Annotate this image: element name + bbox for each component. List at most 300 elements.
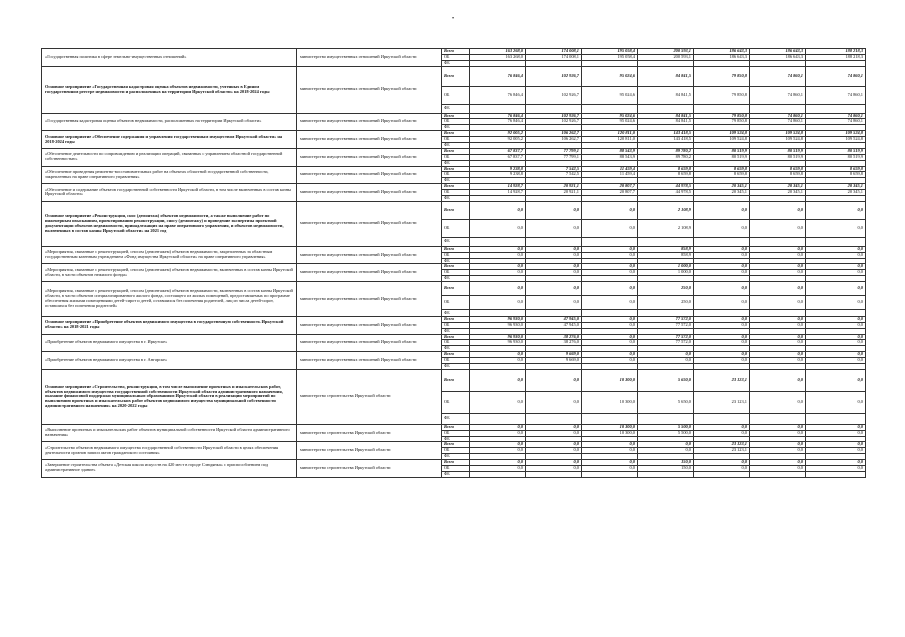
amount-total: 0,0	[470, 459, 526, 465]
amount-total: 0,0	[750, 459, 806, 465]
amount-ob: 38 276,0	[526, 340, 582, 346]
responsible-executor: министерство имущественных отношений Иркутской области	[297, 334, 442, 352]
amount-total: 0,0	[806, 459, 866, 465]
amount-ob: 0,0	[750, 340, 806, 346]
amount-ob: 0,0	[526, 270, 582, 276]
amount-ob: 10 300,0	[582, 430, 638, 436]
amount-ob: 0,0	[526, 430, 582, 436]
amount-total: 14 928,7	[470, 184, 526, 190]
amount-total: 47 945,0	[526, 316, 582, 322]
amount-total: 0,0	[806, 316, 866, 322]
amount-total: 0,0	[750, 369, 806, 391]
amount-ob: 0,0	[694, 270, 750, 276]
amount-total: 0,0	[750, 334, 806, 340]
amount-ob: 0,0	[750, 270, 806, 276]
amount-ob: 109 524,8	[806, 137, 866, 143]
amount-ob: 0,0	[526, 391, 582, 413]
amount-ob: 2 108,9	[638, 219, 694, 237]
amount-total: 0,0	[750, 424, 806, 430]
funding-source-label: Всего	[442, 246, 470, 252]
amount-total: 0,0	[582, 334, 638, 340]
amount-total: 84 841,5	[638, 66, 694, 86]
amount-ob: 77 799,1	[526, 154, 582, 160]
funding-source-label: ФБ	[442, 471, 470, 477]
amount-ob: 74 860,1	[806, 86, 866, 104]
funding-source-label: ФБ	[442, 436, 470, 442]
amount-ob: 74 860,1	[750, 86, 806, 104]
amount-total: 0,0	[750, 281, 806, 295]
amount-total: 0,0	[750, 201, 806, 219]
amount-ob: 143 418,5	[638, 137, 694, 143]
amount-ob: 89 780,2	[638, 154, 694, 160]
amount-ob: 0,0	[582, 270, 638, 276]
activity-name: Основное мероприятие «Обеспечение содержания и управления государственным имуществом Иркутской области» на 2018-2024 годы	[42, 131, 297, 149]
amount-total: 200 593,1	[638, 49, 694, 55]
amount-ob: 10 300,0	[582, 391, 638, 413]
amount-ob: 77 572,0	[638, 322, 694, 328]
amount-ob: 79 850,8	[694, 86, 750, 104]
responsible-executor: министерство имущественных отношений Иркутской области	[297, 131, 442, 149]
amount-fb	[526, 309, 582, 316]
amount-ob: 120 811,0	[582, 137, 638, 143]
funding-source-label: ОБ	[442, 54, 470, 60]
amount-total: 0,0	[470, 246, 526, 252]
amount-total: 76 846,4	[470, 113, 526, 119]
amount-fb	[638, 104, 694, 113]
budget-row-vsego	[42, 369, 866, 391]
amount-total: 67 837,7	[470, 148, 526, 154]
amount-fb	[582, 104, 638, 113]
amount-total: 0,0	[582, 281, 638, 295]
amount-fb	[582, 471, 638, 477]
amount-ob: 0,0	[470, 219, 526, 237]
responsible-executor: министерство имущественных отношений Иркутской области	[297, 352, 442, 370]
amount-total: 186 643,3	[694, 49, 750, 55]
amount-total: 10 300,0	[582, 424, 638, 430]
funding-source-label: Всего	[442, 166, 470, 172]
amount-total: 79 850,8	[694, 113, 750, 119]
funding-source-label: Всего	[442, 184, 470, 190]
amount-ob: 8 659,8	[806, 172, 866, 178]
funding-source-label: ОБ	[442, 137, 470, 143]
amount-ob: 0,0	[694, 252, 750, 258]
funding-source-label: ФБ	[442, 258, 470, 264]
amount-ob: 0,0	[750, 295, 806, 309]
amount-fb	[694, 413, 750, 424]
amount-total: 0,0	[638, 442, 694, 448]
activity-name: «Мероприятия, связанные с реконструкцией, сносом (демонтажем) объектов недвижимости, включенных в состав казны Иркутской области, в части объектов специализированного жилого фонда, состоящего из жилых помещений, предоставляемых по программе обеспечения жилыми помещениями детей-сирот и детей, оставшихся без попечения родителей, лиц из числа детей-сирот, оставшихся без попечения родителей»	[42, 281, 297, 316]
amount-ob: 20 345,1	[806, 189, 866, 195]
amount-ob: 0,0	[582, 322, 638, 328]
activity-name: «Государственная кадастровая оценка объектов недвижимости, расположенных на территории Иркутской области»	[42, 113, 297, 131]
amount-fb	[582, 413, 638, 424]
budget-row-vsego	[42, 442, 866, 448]
funding-source-label: ФБ	[442, 60, 470, 66]
amount-ob: 74 860,1	[750, 119, 806, 125]
amount-fb	[638, 471, 694, 477]
amount-ob: 0,0	[806, 252, 866, 258]
funding-source-label: ОБ	[442, 219, 470, 237]
funding-source-label: ОБ	[442, 357, 470, 363]
amount-ob: 0,0	[582, 219, 638, 237]
amount-total: 174 008,1	[526, 49, 582, 55]
amount-total: 0,0	[526, 281, 582, 295]
funding-source-label: ФБ	[442, 125, 470, 131]
amount-ob: 76 846,4	[470, 86, 526, 104]
funding-source-label: Всего	[442, 334, 470, 340]
amount-total: 0,0	[694, 316, 750, 322]
amount-total: 5 650,0	[638, 369, 694, 391]
amount-fb	[470, 471, 526, 477]
budget-row-vsego	[42, 459, 866, 465]
amount-total: 9 238,8	[470, 166, 526, 172]
funding-source-label: Всего	[442, 49, 470, 55]
activity-name: «Строительство объектов недвижимого имущества государственной собственности Иркутской области в целях обеспечения деятельности органов записи актов гражданского состояния»	[42, 442, 297, 460]
amount-ob: 0,0	[526, 252, 582, 258]
amount-ob: 0,0	[694, 465, 750, 471]
amount-ob: 0,0	[526, 448, 582, 454]
funding-source-label: ОБ	[442, 465, 470, 471]
amount-total: 84 841,5	[638, 113, 694, 119]
amount-ob: 0,0	[750, 252, 806, 258]
funding-source-label: ФБ	[442, 237, 470, 246]
amount-ob: 109 524,8	[750, 137, 806, 143]
activity-name: «Мероприятия, связанные с реконструкцией, сносом (демонтажем) объектов недвижимости, включенных в состав казны Иркутской области, в части объектов нежилого фонда»	[42, 264, 297, 282]
funding-source-label: ОБ	[442, 448, 470, 454]
funding-source-label: ФБ	[442, 276, 470, 282]
activity-name: Основное мероприятие «Приобретение объектов недвижимого имущества в государственную собственность Иркутской области» на 2018-2021 годы	[42, 316, 297, 334]
amount-ob: 44 978,5	[638, 189, 694, 195]
amount-ob: 0,0	[470, 430, 526, 436]
amount-total: 0,0	[470, 352, 526, 358]
amount-total: 0,0	[526, 201, 582, 219]
budget-row-vsego	[42, 184, 866, 190]
amount-total: 0,0	[582, 352, 638, 358]
amount-total: 143 418,5	[638, 131, 694, 137]
amount-ob: 150,0	[638, 465, 694, 471]
responsible-executor: министерство имущественных отношений Иркутской области	[297, 281, 442, 316]
amount-fb	[806, 413, 866, 424]
amount-ob: 0,0	[694, 219, 750, 237]
activity-name: Основное мероприятие «Строительство, реконструкция, в том числе выполнение проектных и изыскательских работ, объектов недвижимого имущества государственной собственности Иркутской области административного назначения, оказание финансовой поддержки муниципальным образованиям Иркутской области в реализации мероприятий по выполнению проектных и изыскательских работ объектов недвижимого имущества муниципальной собственности административного назначения» на 2020-2022 годы	[42, 369, 297, 424]
amount-ob: 0,0	[694, 295, 750, 309]
amount-fb	[694, 471, 750, 477]
amount-ob: 14 928,7	[470, 189, 526, 195]
activity-name: «Выполнение проектных и изыскательских работ объектов муниципальной собственности Иркутской области административного назначения»	[42, 424, 297, 442]
amount-total: 0,0	[694, 334, 750, 340]
funding-source-label: ОБ	[442, 391, 470, 413]
funding-source-label: Всего	[442, 66, 470, 86]
budget-row-vsego	[42, 201, 866, 219]
amount-fb	[750, 471, 806, 477]
amount-total: 20 807,7	[582, 184, 638, 190]
amount-ob: 0,0	[694, 357, 750, 363]
amount-total: 74 860,1	[750, 66, 806, 86]
amount-ob: 8 659,8	[638, 172, 694, 178]
amount-total: 0,0	[806, 246, 866, 252]
funding-source-label: Всего	[442, 148, 470, 154]
amount-total: 109 524,8	[750, 131, 806, 137]
amount-total: 0,0	[694, 459, 750, 465]
budget-row-vsego	[42, 131, 866, 137]
amount-fb	[638, 309, 694, 316]
funding-source-label: ФБ	[442, 143, 470, 149]
amount-fb	[694, 309, 750, 316]
amount-fb	[750, 309, 806, 316]
amount-ob: 84 841,5	[638, 86, 694, 104]
amount-ob: 0,0	[750, 219, 806, 237]
amount-total: 858,9	[638, 246, 694, 252]
amount-fb	[806, 309, 866, 316]
amount-ob: 0,0	[694, 340, 750, 346]
budget-row-vsego	[42, 424, 866, 430]
amount-ob: 0,0	[750, 391, 806, 413]
funding-source-label: ОБ	[442, 189, 470, 195]
amount-total: 0,0	[526, 369, 582, 391]
responsible-executor: министерство имущественных отношений Иркутской области	[297, 201, 442, 246]
budget-row-vsego	[42, 246, 866, 252]
responsible-executor: министерство имущественных отношений Иркутской области	[297, 49, 442, 67]
amount-total: 38 276,0	[526, 334, 582, 340]
amount-total: 0,0	[470, 201, 526, 219]
amount-ob: 23 123,1	[694, 448, 750, 454]
activity-name: «Государственная политика в сфере земельно-имущественных отношений»	[42, 49, 297, 67]
amount-ob: 5 650,0	[638, 391, 694, 413]
budget-table-body	[42, 49, 866, 478]
amount-ob: 0,0	[470, 391, 526, 413]
amount-ob: 0,0	[470, 357, 526, 363]
amount-total: 0,0	[582, 264, 638, 270]
amount-ob: 0,0	[694, 322, 750, 328]
amount-total: 0,0	[526, 459, 582, 465]
amount-total: 95 024,6	[582, 113, 638, 119]
amount-total: 0,0	[582, 442, 638, 448]
funding-source-label: Всего	[442, 459, 470, 465]
amount-ob: 7 542,5	[526, 172, 582, 178]
amount-total: 102 926,7	[526, 113, 582, 119]
activity-name: «Обеспечение и содержание объектов государственной собственности Иркутской области, в том числе включенных в состав казны Иркутской области»	[42, 184, 297, 202]
amount-ob: 174 008,1	[526, 54, 582, 60]
funding-source-label: ОБ	[442, 86, 470, 104]
amount-total: 0,0	[806, 442, 866, 448]
amount-total: 0,0	[470, 369, 526, 391]
amount-total: 77 572,0	[638, 316, 694, 322]
amount-ob: 67 837,7	[470, 154, 526, 160]
budget-row-vsego	[42, 334, 866, 340]
amount-total: 0,0	[526, 424, 582, 430]
amount-ob: 80 519,9	[806, 154, 866, 160]
amount-fb	[470, 413, 526, 424]
funding-source-label: ФБ	[442, 309, 470, 316]
amount-fb	[470, 104, 526, 113]
amount-total: 1 000,0	[638, 264, 694, 270]
amount-total: 106 262,7	[526, 131, 582, 137]
activity-name: «Приобретение объектов недвижимого имущества в г. Иркутске»	[42, 334, 297, 352]
amount-ob: 0,0	[526, 219, 582, 237]
funding-source-label: Всего	[442, 316, 470, 322]
funding-source-label: ОБ	[442, 172, 470, 178]
funding-source-label: ФБ	[442, 413, 470, 424]
funding-source-label: Всего	[442, 424, 470, 430]
amount-ob: 96 930,0	[470, 340, 526, 346]
amount-total: 23 123,1	[694, 442, 750, 448]
amount-total: 0,0	[806, 424, 866, 430]
amount-ob: 106 262,7	[526, 137, 582, 143]
amount-ob: 0,0	[806, 270, 866, 276]
amount-total: 0,0	[750, 316, 806, 322]
amount-ob: 96 930,0	[470, 322, 526, 328]
amount-total: 95 024,6	[582, 66, 638, 86]
amount-total: 0,0	[470, 424, 526, 430]
funding-source-label: ФБ	[442, 454, 470, 460]
amount-ob: 47 945,0	[526, 322, 582, 328]
funding-source-label: ФБ	[442, 195, 470, 201]
amount-total: 0,0	[806, 352, 866, 358]
amount-fb	[526, 471, 582, 477]
amount-total: 8 659,8	[806, 166, 866, 172]
funding-source-label: Всего	[442, 113, 470, 119]
amount-total: 77 572,0	[638, 334, 694, 340]
amount-total: 92 005,2	[470, 131, 526, 137]
amount-total: 74 860,1	[806, 113, 866, 119]
page-mark: •	[452, 16, 455, 22]
amount-ob: 8 659,8	[750, 172, 806, 178]
amount-total: 8 659,8	[638, 166, 694, 172]
amount-ob: 0,0	[806, 430, 866, 436]
amount-ob: 0,0	[806, 219, 866, 237]
amount-ob: 95 024,6	[582, 86, 638, 104]
amount-total: 0,0	[582, 246, 638, 252]
amount-fb	[526, 413, 582, 424]
amount-total: 20 345,1	[694, 184, 750, 190]
responsible-executor: министерство имущественных отношений Иркутской области	[297, 316, 442, 334]
amount-ob: 0,0	[470, 448, 526, 454]
amount-ob: 84 841,5	[638, 119, 694, 125]
amount-fb	[750, 104, 806, 113]
amount-ob: 0,0	[470, 252, 526, 258]
amount-fb	[750, 413, 806, 424]
amount-ob: 92 005,2	[470, 137, 526, 143]
amount-ob: 0,0	[806, 465, 866, 471]
amount-ob: 0,0	[470, 465, 526, 471]
amount-total: 0,0	[694, 201, 750, 219]
amount-ob: 8 659,8	[694, 172, 750, 178]
amount-fb	[638, 413, 694, 424]
amount-total: 0,0	[582, 316, 638, 322]
amount-ob: 74 860,1	[806, 119, 866, 125]
amount-ob: 0,0	[806, 357, 866, 363]
amount-total: 80 519,9	[806, 148, 866, 154]
amount-ob: 188 218,3	[806, 54, 866, 60]
amount-total: 23 123,1	[694, 369, 750, 391]
budget-table	[41, 48, 866, 478]
amount-fb	[806, 471, 866, 477]
amount-total: 109 524,8	[694, 131, 750, 137]
amount-total: 89 780,2	[638, 148, 694, 154]
funding-source-label: Всего	[442, 201, 470, 219]
amount-total: 163 268,0	[470, 49, 526, 55]
amount-fb	[806, 104, 866, 113]
amount-total: 2 108,9	[638, 201, 694, 219]
funding-source-label: Всего	[442, 352, 470, 358]
amount-total: 96 930,0	[470, 334, 526, 340]
funding-source-label: Всего	[442, 281, 470, 295]
responsible-executor: министерство строительства Иркутской области	[297, 424, 442, 442]
amount-ob: 0,0	[526, 465, 582, 471]
activity-name: «Обеспечение проведения ремонтно-восстановительных работ на объектах областной государственной собственности, закрепленных на праве оперативного управления»	[42, 166, 297, 184]
amount-total: 0,0	[806, 281, 866, 295]
amount-ob: 163 268,0	[470, 54, 526, 60]
amount-ob: 0,0	[470, 270, 526, 276]
funding-source-label: ФБ	[442, 363, 470, 369]
amount-ob: 200 593,1	[638, 54, 694, 60]
amount-total: 0,0	[470, 264, 526, 270]
amount-ob: 77 572,0	[638, 340, 694, 346]
funding-source-label: Всего	[442, 369, 470, 391]
amount-fb	[694, 237, 750, 246]
amount-ob: 0,0	[806, 322, 866, 328]
amount-ob: 0,0	[806, 391, 866, 413]
funding-source-label: Всего	[442, 442, 470, 448]
amount-ob: 195 058,4	[582, 54, 638, 60]
amount-total: 0,0	[750, 352, 806, 358]
amount-ob: 76 846,4	[470, 119, 526, 125]
amount-ob: 95 024,6	[582, 119, 638, 125]
budget-row-vsego	[42, 66, 866, 86]
amount-total: 44 978,5	[638, 184, 694, 190]
amount-total: 109 524,8	[806, 131, 866, 137]
amount-ob: 1 000,0	[638, 270, 694, 276]
amount-fb	[470, 237, 526, 246]
amount-total: 74 860,1	[806, 66, 866, 86]
responsible-executor: министерство имущественных отношений Иркутской области	[297, 246, 442, 264]
budget-row-vsego	[42, 113, 866, 119]
funding-source-label: ОБ	[442, 340, 470, 346]
amount-total: 0,0	[694, 264, 750, 270]
amount-fb	[638, 237, 694, 246]
amount-total: 0,0	[694, 246, 750, 252]
amount-total: 77 799,1	[526, 148, 582, 154]
amount-total: 0,0	[526, 442, 582, 448]
amount-ob: 9 238,8	[470, 172, 526, 178]
amount-total: 79 850,8	[694, 66, 750, 86]
amount-ob: 0,0	[582, 340, 638, 346]
amount-total: 8 659,8	[750, 166, 806, 172]
amount-ob: 11 459,4	[582, 172, 638, 178]
amount-fb	[582, 237, 638, 246]
amount-ob: 9 669,0	[526, 357, 582, 363]
amount-total: 0,0	[806, 369, 866, 391]
funding-source-label: ОБ	[442, 295, 470, 309]
responsible-executor: министерство строительства Иркутской области	[297, 442, 442, 460]
amount-total: 80 519,9	[694, 148, 750, 154]
activity-name: Основное мероприятие «Государственная кадастровая оценка объектов недвижимости, учтенных в Едином государственном реестре недвижимости и расположенных на территории Иркутской области» на 2018-2024 годы	[42, 66, 297, 113]
amount-ob: 0,0	[638, 357, 694, 363]
amount-ob: 5 500,0	[638, 430, 694, 436]
amount-ob: 186 643,3	[750, 54, 806, 60]
responsible-executor: министерство имущественных отношений Иркутской области	[297, 148, 442, 166]
funding-source-label: ОБ	[442, 322, 470, 328]
amount-total: 0,0	[694, 352, 750, 358]
amount-ob: 0,0	[694, 430, 750, 436]
amount-ob: 250,0	[638, 295, 694, 309]
amount-total: 186 643,3	[750, 49, 806, 55]
amount-total: 0,0	[750, 442, 806, 448]
amount-total: 10 300,0	[582, 369, 638, 391]
amount-total: 0,0	[526, 264, 582, 270]
amount-ob: 0,0	[750, 357, 806, 363]
amount-ob: 80 519,9	[750, 154, 806, 160]
